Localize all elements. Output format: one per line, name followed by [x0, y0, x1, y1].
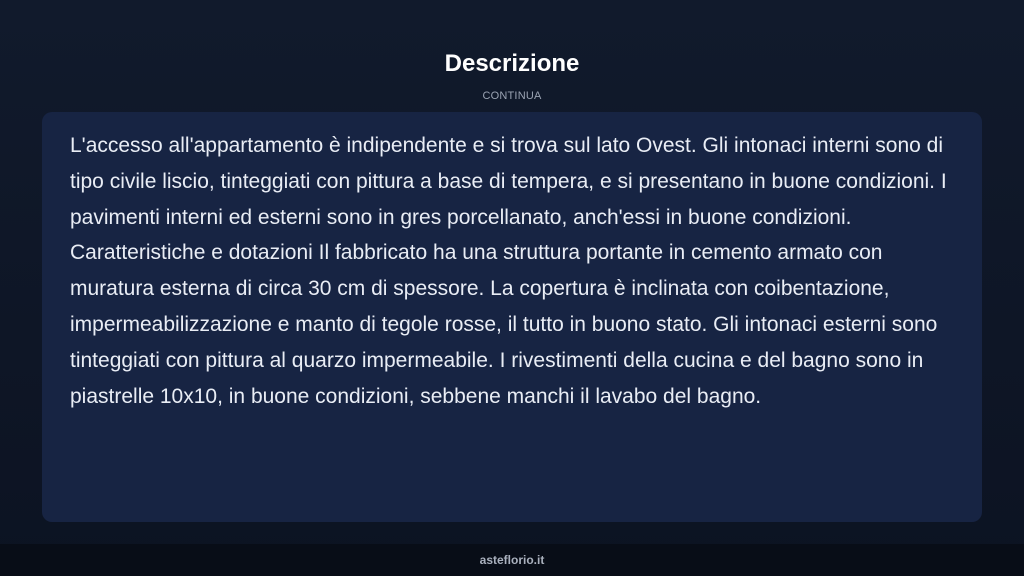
page-subtitle: CONTINUA: [482, 90, 542, 102]
footer: [0, 544, 1024, 576]
description-text: L'accesso all'appartamento è indipendente e si trova sul lato Ovest. Gli intonaci interni sono di tipo civile liscio, tinteggiati con pittura a base di tempera, e si presentano in buone condizioni. I pavimenti interni ed esterni sono in gres porcellanato, anch'essi in buone condizioni. Caratteristiche e dotazioni Il fabbricato ha una struttura portante in cemento armato con muratura esterna di circa 30 cm di spessore. La copertura è inclinata con coibentazione, impermeabilizzazione e manto di tegole rosse, il tutto in buono stato. Gli intonaci esterni sono tinteggiati con pittura al quarzo impermeabile. I rivestimenti della cucina e del bagno sono in piastrelle 10x10, in buone condizioni, sebbene manchi il lavabo del bagno.: [70, 134, 947, 408]
description-card: [42, 112, 982, 522]
footer-site-label: asteflorio.it: [479, 553, 545, 567]
page-title: Descrizione: [444, 50, 580, 77]
